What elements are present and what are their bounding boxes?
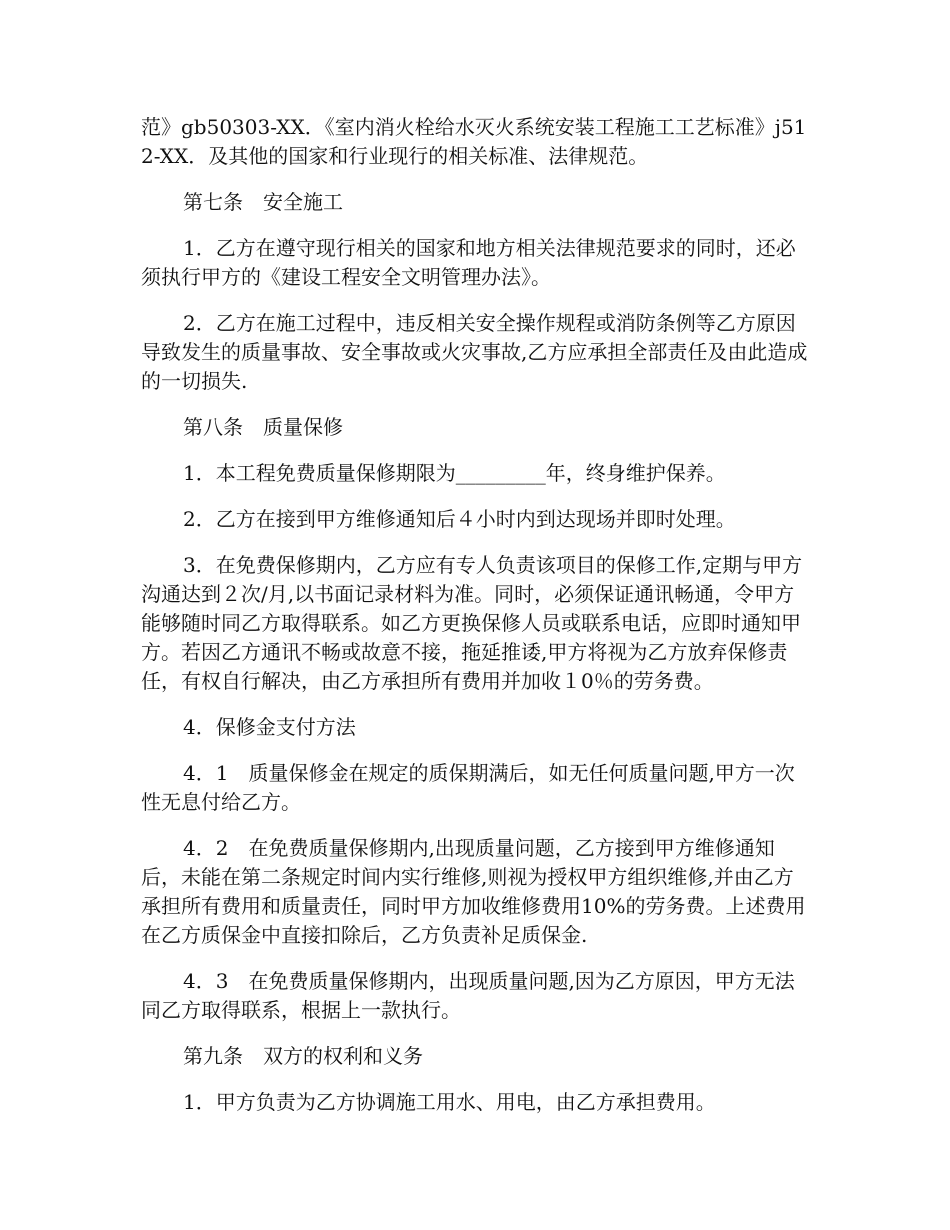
paragraph-standards-continuation: 范》gb50303-XX．《室内消火栓给水灭火系统安装工程施工工艺标准》j512-XX．及其他的国家和行业现行的相关标准、法律规范。 bbox=[141, 115, 807, 168]
article-8-clause-1: 1．本工程免费质量保修期限为_________年，终身维护保养。 bbox=[183, 461, 726, 485]
article-9-clause-1: 1．甲方负责为乙方协调施工用水、用电，由乙方承担费用。 bbox=[183, 1090, 716, 1114]
article-7-clause-1: 1．乙方在遵守现行相关的国家和地方相关法律规范要求的同时，还必须执行甲方的《建设工程安全文明管理办法》。 bbox=[141, 236, 796, 289]
article-8-clause-3: 3．在免费保修期内，乙方应有专人负责该项目的保修工作,定期与甲方沟通达到２次/月,以书面记录材料为准。同时，必须保证通讯畅通，令甲方能够随时同乙方取得联系。如乙方更换保修人员或联系电话，应即时通知甲方。若因乙方通讯不畅或故意不接，拖延推诿,甲方将视为乙方放弃保修责任，有权自行解决，由乙方承担所有费用并加收１0％的劳务费。 bbox=[141, 553, 803, 693]
article-8-clause-4-2: 4．2 在免费质量保修期内,出现质量问题，乙方接到甲方维修通知后，未能在第二条规定时间内实行维修,则视为授权甲方组织维修,并由乙方承担所有费用和质量责任，同时甲方加收维修费用10%的劳务费。上述费用在乙方质保金中直接扣除后，乙方负责补足质保金. bbox=[141, 836, 806, 947]
article-8-heading: 第八条 质量保修 bbox=[183, 415, 343, 439]
document-body bbox=[141, 113, 811, 1134]
article-8-clause-2: 2．乙方在接到甲方维修通知后４小时内到达现场并即时处理。 bbox=[183, 507, 736, 531]
article-7-clause-2: 2．乙方在施工过程中，违反相关安全操作规程或消防条例等乙方原因导致发生的质量事故、安全事故或火灾事故,乙方应承担全部责任及由此造成的一切损失. bbox=[141, 311, 808, 393]
article-8-clause-4-1: 4．1 质量保修金在规定的质保期满后，如无任何质量问题,甲方一次性无息付给乙方。 bbox=[141, 761, 795, 814]
article-8-clause-4-3: 4．3 在免费质量保修期内，出现质量问题,因为乙方原因，甲方无法同乙方取得联系，根据上一款执行。 bbox=[141, 969, 795, 1022]
article-9-heading: 第九条 双方的权利和义务 bbox=[183, 1044, 423, 1068]
article-8-clause-4: 4．保修金支付方法 bbox=[183, 715, 356, 739]
article-7-heading: 第七条 安全施工 bbox=[183, 190, 343, 214]
